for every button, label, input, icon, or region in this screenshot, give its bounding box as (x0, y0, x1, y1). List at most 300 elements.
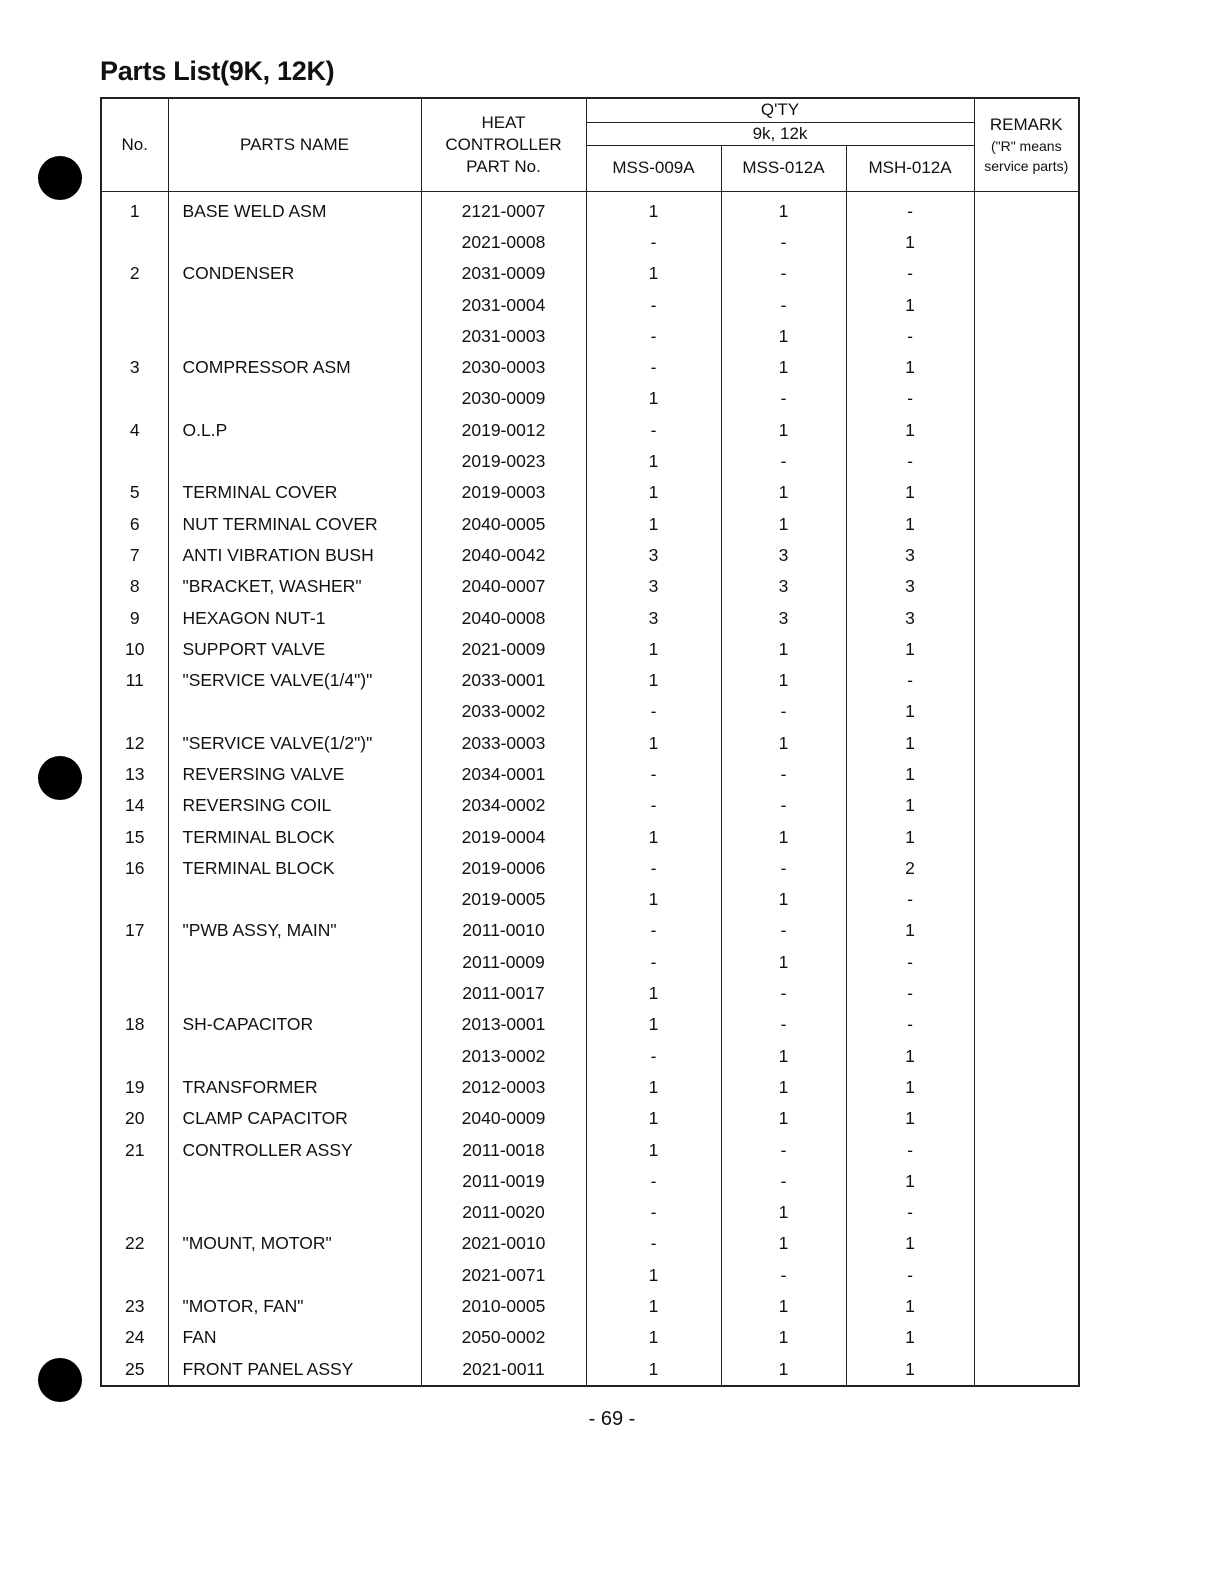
cell-no (101, 446, 168, 477)
cell-no: 14 (101, 790, 168, 821)
cell-qty-mss-009a: 1 (586, 1009, 721, 1040)
cell-qty-mss-009a: 1 (586, 665, 721, 696)
cell-qty-mss-009a: 1 (586, 383, 721, 414)
table-row (101, 508, 1079, 539)
table-row (101, 321, 1079, 352)
cell-parts-name: CONDENSER (168, 258, 421, 289)
cell-qty-msh-012a: 3 (846, 602, 974, 633)
cell-part-no: 2012-0003 (421, 1072, 586, 1103)
cell-parts-name: REVERSING VALVE (168, 759, 421, 790)
table-row (101, 947, 1079, 978)
cell-parts-name: CLAMP CAPACITOR (168, 1103, 421, 1134)
cell-parts-name: COMPRESSOR ASM (168, 352, 421, 383)
cell-part-no: 2121-0007 (421, 191, 586, 227)
cell-no: 13 (101, 759, 168, 790)
cell-remark (974, 1197, 1079, 1228)
punch-hole (38, 156, 82, 200)
header-model: MSS-009A (586, 145, 721, 191)
cell-qty-mss-012a: - (721, 446, 846, 477)
cell-qty-mss-012a: 3 (721, 540, 846, 571)
cell-parts-name: REVERSING COIL (168, 790, 421, 821)
cell-parts-name: FRONT PANEL ASSY (168, 1353, 421, 1385)
cell-remark (974, 352, 1079, 383)
cell-qty-mss-009a: 1 (586, 1072, 721, 1103)
cell-remark (974, 508, 1079, 539)
cell-remark (974, 1166, 1079, 1197)
cell-qty-mss-012a: - (721, 759, 846, 790)
table-row (101, 258, 1079, 289)
cell-qty-mss-009a: 1 (586, 191, 721, 227)
cell-parts-name: "SERVICE VALVE(1/2")" (168, 728, 421, 759)
cell-part-no: 2034-0001 (421, 759, 586, 790)
cell-qty-msh-012a: 1 (846, 728, 974, 759)
cell-part-no: 2031-0009 (421, 258, 586, 289)
cell-qty-mss-009a: 1 (586, 477, 721, 508)
cell-no: 19 (101, 1072, 168, 1103)
cell-part-no: 2040-0009 (421, 1103, 586, 1134)
cell-remark (974, 321, 1079, 352)
cell-no: 4 (101, 415, 168, 446)
table-row (101, 915, 1079, 946)
cell-parts-name: "MOUNT, MOTOR" (168, 1228, 421, 1259)
cell-parts-name (168, 1260, 421, 1291)
parts-list-table (100, 97, 1080, 1387)
cell-remark (974, 853, 1079, 884)
cell-no: 18 (101, 1009, 168, 1040)
cell-qty-msh-012a: 1 (846, 790, 974, 821)
cell-part-no: 2011-0010 (421, 915, 586, 946)
cell-qty-mss-012a: 1 (721, 1197, 846, 1228)
cell-no (101, 696, 168, 727)
cell-qty-msh-012a: 3 (846, 571, 974, 602)
cell-part-no: 2011-0009 (421, 947, 586, 978)
cell-remark (974, 415, 1079, 446)
table-row (101, 1134, 1079, 1165)
table-row (101, 1072, 1079, 1103)
cell-qty-mss-009a: - (586, 790, 721, 821)
cell-qty-msh-012a: - (846, 947, 974, 978)
parts-list-body (101, 191, 1079, 1386)
cell-part-no: 2040-0008 (421, 602, 586, 633)
cell-no (101, 289, 168, 320)
header-part-no (421, 98, 586, 191)
cell-qty-msh-012a: 1 (846, 759, 974, 790)
cell-qty-mss-012a: 1 (721, 1072, 846, 1103)
table-row (101, 477, 1079, 508)
cell-no (101, 947, 168, 978)
cell-qty-mss-009a: - (586, 1197, 721, 1228)
cell-qty-mss-012a: 3 (721, 602, 846, 633)
cell-parts-name: TERMINAL BLOCK (168, 821, 421, 852)
cell-no: 7 (101, 540, 168, 571)
cell-no (101, 1041, 168, 1072)
cell-parts-name: NUT TERMINAL COVER (168, 508, 421, 539)
cell-part-no: 2033-0003 (421, 728, 586, 759)
cell-qty-msh-012a: 1 (846, 415, 974, 446)
cell-qty-mss-012a: 1 (721, 191, 846, 227)
cell-qty-mss-009a: 1 (586, 1322, 721, 1353)
cell-parts-name: TERMINAL BLOCK (168, 853, 421, 884)
cell-qty-mss-009a: - (586, 321, 721, 352)
header-remark-line: service parts) (984, 157, 1069, 174)
table-row (101, 790, 1079, 821)
cell-qty-msh-012a: - (846, 1260, 974, 1291)
cell-qty-mss-009a: 1 (586, 728, 721, 759)
cell-parts-name: FAN (168, 1322, 421, 1353)
cell-qty-mss-012a: 1 (721, 321, 846, 352)
cell-qty-mss-009a: - (586, 289, 721, 320)
cell-qty-mss-012a: 1 (721, 1228, 846, 1259)
cell-no: 20 (101, 1103, 168, 1134)
cell-qty-msh-012a: 1 (846, 508, 974, 539)
header-no: No. (101, 98, 168, 191)
cell-qty-mss-009a: 1 (586, 821, 721, 852)
cell-qty-mss-012a: 1 (721, 884, 846, 915)
cell-parts-name: ANTI VIBRATION BUSH (168, 540, 421, 571)
cell-qty-msh-012a: - (846, 978, 974, 1009)
cell-qty-mss-009a: - (586, 1166, 721, 1197)
cell-qty-mss-012a: - (721, 790, 846, 821)
cell-qty-msh-012a: 1 (846, 1228, 974, 1259)
cell-part-no: 2021-0009 (421, 634, 586, 665)
cell-no: 22 (101, 1228, 168, 1259)
cell-remark (974, 1041, 1079, 1072)
cell-part-no: 2019-0004 (421, 821, 586, 852)
cell-qty-mss-009a: - (586, 853, 721, 884)
cell-parts-name (168, 947, 421, 978)
cell-parts-name (168, 696, 421, 727)
cell-qty-mss-012a: 1 (721, 352, 846, 383)
cell-part-no: 2021-0011 (421, 1353, 586, 1385)
cell-no: 15 (101, 821, 168, 852)
cell-qty-mss-009a: 1 (586, 508, 721, 539)
cell-qty-msh-012a: 1 (846, 1353, 974, 1385)
cell-remark (974, 446, 1079, 477)
cell-parts-name: HEXAGON NUT-1 (168, 602, 421, 633)
cell-no: 24 (101, 1322, 168, 1353)
cell-part-no: 2033-0002 (421, 696, 586, 727)
table-row (101, 1197, 1079, 1228)
cell-remark (974, 1103, 1079, 1134)
cell-qty-msh-012a: 1 (846, 1322, 974, 1353)
cell-qty-mss-009a: - (586, 227, 721, 258)
cell-qty-mss-012a: 1 (721, 508, 846, 539)
cell-no: 16 (101, 853, 168, 884)
header-qty-group: 9k, 12k (586, 122, 974, 145)
cell-remark (974, 947, 1079, 978)
cell-qty-mss-009a: 1 (586, 634, 721, 665)
cell-qty-mss-012a: 1 (721, 1103, 846, 1134)
cell-qty-mss-009a: 3 (586, 602, 721, 633)
cell-qty-msh-012a: - (846, 321, 974, 352)
cell-part-no: 2031-0003 (421, 321, 586, 352)
cell-remark (974, 1260, 1079, 1291)
cell-no: 9 (101, 602, 168, 633)
cell-part-no: 2040-0005 (421, 508, 586, 539)
punch-hole (38, 756, 82, 800)
cell-qty-mss-012a: - (721, 383, 846, 414)
cell-remark (974, 759, 1079, 790)
cell-qty-mss-012a: 1 (721, 1041, 846, 1072)
cell-part-no: 2034-0002 (421, 790, 586, 821)
table-row (101, 728, 1079, 759)
table-row (101, 978, 1079, 1009)
cell-remark (974, 383, 1079, 414)
cell-part-no: 2030-0003 (421, 352, 586, 383)
cell-qty-mss-012a: 1 (721, 1322, 846, 1353)
table-row (101, 383, 1079, 414)
table-row (101, 1322, 1079, 1353)
cell-remark (974, 540, 1079, 571)
header-part-no-line: PART No. (466, 156, 541, 176)
cell-part-no: 2019-0023 (421, 446, 586, 477)
cell-qty-mss-012a: 1 (721, 728, 846, 759)
header-model: MSS-012A (721, 145, 846, 191)
punch-hole (38, 1358, 82, 1402)
cell-remark (974, 821, 1079, 852)
cell-remark (974, 1322, 1079, 1353)
cell-qty-mss-009a: 1 (586, 1103, 721, 1134)
cell-no (101, 884, 168, 915)
cell-qty-mss-009a: 1 (586, 884, 721, 915)
header-model: MSH-012A (846, 145, 974, 191)
cell-remark (974, 790, 1079, 821)
cell-no: 12 (101, 728, 168, 759)
cell-qty-mss-009a: 1 (586, 446, 721, 477)
cell-qty-mss-012a: 3 (721, 571, 846, 602)
cell-remark (974, 884, 1079, 915)
cell-parts-name: TRANSFORMER (168, 1072, 421, 1103)
cell-parts-name: TERMINAL COVER (168, 477, 421, 508)
cell-part-no: 2019-0003 (421, 477, 586, 508)
cell-qty-msh-012a: 1 (846, 477, 974, 508)
cell-qty-msh-012a: 1 (846, 289, 974, 320)
cell-part-no: 2011-0018 (421, 1134, 586, 1165)
cell-part-no: 2019-0012 (421, 415, 586, 446)
cell-parts-name (168, 321, 421, 352)
cell-qty-mss-012a: - (721, 258, 846, 289)
cell-qty-mss-009a: - (586, 1041, 721, 1072)
table-row (101, 634, 1079, 665)
cell-no: 25 (101, 1353, 168, 1385)
cell-qty-mss-012a: - (721, 696, 846, 727)
cell-qty-mss-009a: - (586, 352, 721, 383)
cell-part-no: 2050-0002 (421, 1322, 586, 1353)
table-row (101, 853, 1079, 884)
cell-parts-name: SH-CAPACITOR (168, 1009, 421, 1040)
cell-no: 3 (101, 352, 168, 383)
table-row (101, 571, 1079, 602)
cell-qty-mss-009a: - (586, 415, 721, 446)
cell-parts-name (168, 227, 421, 258)
table-row (101, 1353, 1079, 1385)
cell-no (101, 1197, 168, 1228)
table-row (101, 1260, 1079, 1291)
cell-qty-msh-012a: - (846, 884, 974, 915)
cell-part-no: 2040-0007 (421, 571, 586, 602)
cell-part-no: 2011-0020 (421, 1197, 586, 1228)
cell-qty-mss-012a: - (721, 289, 846, 320)
cell-qty-mss-009a: 3 (586, 540, 721, 571)
cell-remark (974, 1009, 1079, 1040)
cell-remark (974, 1353, 1079, 1385)
cell-remark (974, 477, 1079, 508)
cell-remark (974, 571, 1079, 602)
cell-no: 1 (101, 191, 168, 227)
table-row (101, 1103, 1079, 1134)
table-row (101, 191, 1079, 227)
cell-qty-msh-012a: 1 (846, 915, 974, 946)
table-row (101, 1041, 1079, 1072)
table-row (101, 415, 1079, 446)
cell-qty-mss-012a: 1 (721, 1291, 846, 1322)
cell-remark (974, 227, 1079, 258)
cell-no: 6 (101, 508, 168, 539)
cell-qty-msh-012a: - (846, 665, 974, 696)
cell-part-no: 2011-0017 (421, 978, 586, 1009)
cell-qty-mss-009a: 1 (586, 258, 721, 289)
cell-no: 5 (101, 477, 168, 508)
cell-qty-msh-012a: - (846, 258, 974, 289)
cell-remark (974, 191, 1079, 227)
cell-parts-name (168, 1041, 421, 1072)
cell-parts-name (168, 978, 421, 1009)
table-row (101, 1228, 1079, 1259)
header-part-no-line: CONTROLLER (445, 134, 562, 154)
cell-qty-msh-012a: 1 (846, 227, 974, 258)
cell-qty-mss-012a: - (721, 1009, 846, 1040)
table-row (101, 540, 1079, 571)
cell-qty-msh-012a: 1 (846, 821, 974, 852)
cell-no: 17 (101, 915, 168, 946)
cell-remark (974, 696, 1079, 727)
table-row (101, 884, 1079, 915)
cell-qty-mss-012a: - (721, 853, 846, 884)
cell-remark (974, 289, 1079, 320)
cell-parts-name: CONTROLLER ASSY (168, 1134, 421, 1165)
header-remark-line: REMARK (989, 114, 1063, 134)
table-row (101, 227, 1079, 258)
cell-no (101, 321, 168, 352)
cell-no (101, 1260, 168, 1291)
table-row (101, 759, 1079, 790)
cell-qty-msh-012a: 1 (846, 1103, 974, 1134)
cell-qty-mss-012a: - (721, 227, 846, 258)
cell-no: 10 (101, 634, 168, 665)
cell-no: 11 (101, 665, 168, 696)
cell-remark (974, 665, 1079, 696)
cell-part-no: 2011-0019 (421, 1166, 586, 1197)
cell-qty-mss-012a: - (721, 915, 846, 946)
cell-qty-mss-009a: 1 (586, 1134, 721, 1165)
cell-qty-mss-009a: - (586, 915, 721, 946)
cell-part-no: 2033-0001 (421, 665, 586, 696)
cell-qty-msh-012a: 1 (846, 696, 974, 727)
table-row (101, 665, 1079, 696)
cell-parts-name: O.L.P (168, 415, 421, 446)
table-row (101, 446, 1079, 477)
table-row (101, 289, 1079, 320)
cell-remark (974, 634, 1079, 665)
cell-qty-mss-009a: 3 (586, 571, 721, 602)
cell-remark (974, 1228, 1079, 1259)
cell-qty-mss-012a: 1 (721, 1353, 846, 1385)
cell-qty-msh-012a: - (846, 446, 974, 477)
table-row (101, 1291, 1079, 1322)
cell-part-no: 2031-0004 (421, 289, 586, 320)
table-row (101, 696, 1079, 727)
cell-parts-name (168, 289, 421, 320)
cell-part-no: 2021-0071 (421, 1260, 586, 1291)
cell-remark (974, 602, 1079, 633)
cell-qty-mss-012a: - (721, 1260, 846, 1291)
cell-qty-msh-012a: - (846, 383, 974, 414)
cell-parts-name: "PWB ASSY, MAIN" (168, 915, 421, 946)
cell-part-no: 2013-0002 (421, 1041, 586, 1072)
cell-remark (974, 1072, 1079, 1103)
cell-remark (974, 1134, 1079, 1165)
cell-qty-mss-012a: 1 (721, 821, 846, 852)
cell-parts-name (168, 446, 421, 477)
header-qty: Q'TY (586, 98, 974, 122)
table-row (101, 1166, 1079, 1197)
cell-part-no: 2019-0006 (421, 853, 586, 884)
cell-part-no: 2040-0042 (421, 540, 586, 571)
cell-no: 2 (101, 258, 168, 289)
cell-qty-msh-012a: - (846, 1134, 974, 1165)
table-row (101, 821, 1079, 852)
page-number: - 69 - (588, 1408, 636, 1430)
cell-part-no: 2019-0005 (421, 884, 586, 915)
cell-qty-mss-012a: 1 (721, 477, 846, 508)
cell-part-no: 2030-0009 (421, 383, 586, 414)
cell-qty-mss-009a: 1 (586, 1291, 721, 1322)
cell-parts-name: "MOTOR, FAN" (168, 1291, 421, 1322)
cell-parts-name: "SERVICE VALVE(1/4")" (168, 665, 421, 696)
cell-qty-msh-012a: 1 (846, 1072, 974, 1103)
cell-qty-mss-012a: - (721, 978, 846, 1009)
header-parts-name: PARTS NAME (168, 98, 421, 191)
cell-no: 23 (101, 1291, 168, 1322)
cell-qty-msh-012a: 1 (846, 1291, 974, 1322)
cell-qty-msh-012a: 1 (846, 634, 974, 665)
table-row (101, 1009, 1079, 1040)
cell-qty-msh-012a: - (846, 1197, 974, 1228)
cell-qty-msh-012a: 1 (846, 1041, 974, 1072)
cell-qty-msh-012a: 3 (846, 540, 974, 571)
cell-parts-name: BASE WELD ASM (168, 191, 421, 227)
cell-parts-name: SUPPORT VALVE (168, 634, 421, 665)
cell-qty-msh-012a: - (846, 1009, 974, 1040)
cell-parts-name: "BRACKET, WASHER" (168, 571, 421, 602)
cell-qty-mss-009a: - (586, 1228, 721, 1259)
header-remark-line: ("R" means (990, 137, 1062, 154)
page-title: Parts List(9K, 12K) (100, 56, 335, 86)
cell-remark (974, 258, 1079, 289)
cell-qty-mss-012a: - (721, 1134, 846, 1165)
cell-qty-msh-012a: - (846, 191, 974, 227)
cell-part-no: 2021-0008 (421, 227, 586, 258)
cell-remark (974, 1291, 1079, 1322)
header-remark (974, 98, 1079, 191)
cell-parts-name (168, 884, 421, 915)
cell-qty-mss-009a: 1 (586, 978, 721, 1009)
cell-qty-mss-012a: 1 (721, 634, 846, 665)
table-row (101, 352, 1079, 383)
cell-remark (974, 728, 1079, 759)
cell-qty-mss-012a: - (721, 1166, 846, 1197)
cell-qty-mss-009a: - (586, 759, 721, 790)
